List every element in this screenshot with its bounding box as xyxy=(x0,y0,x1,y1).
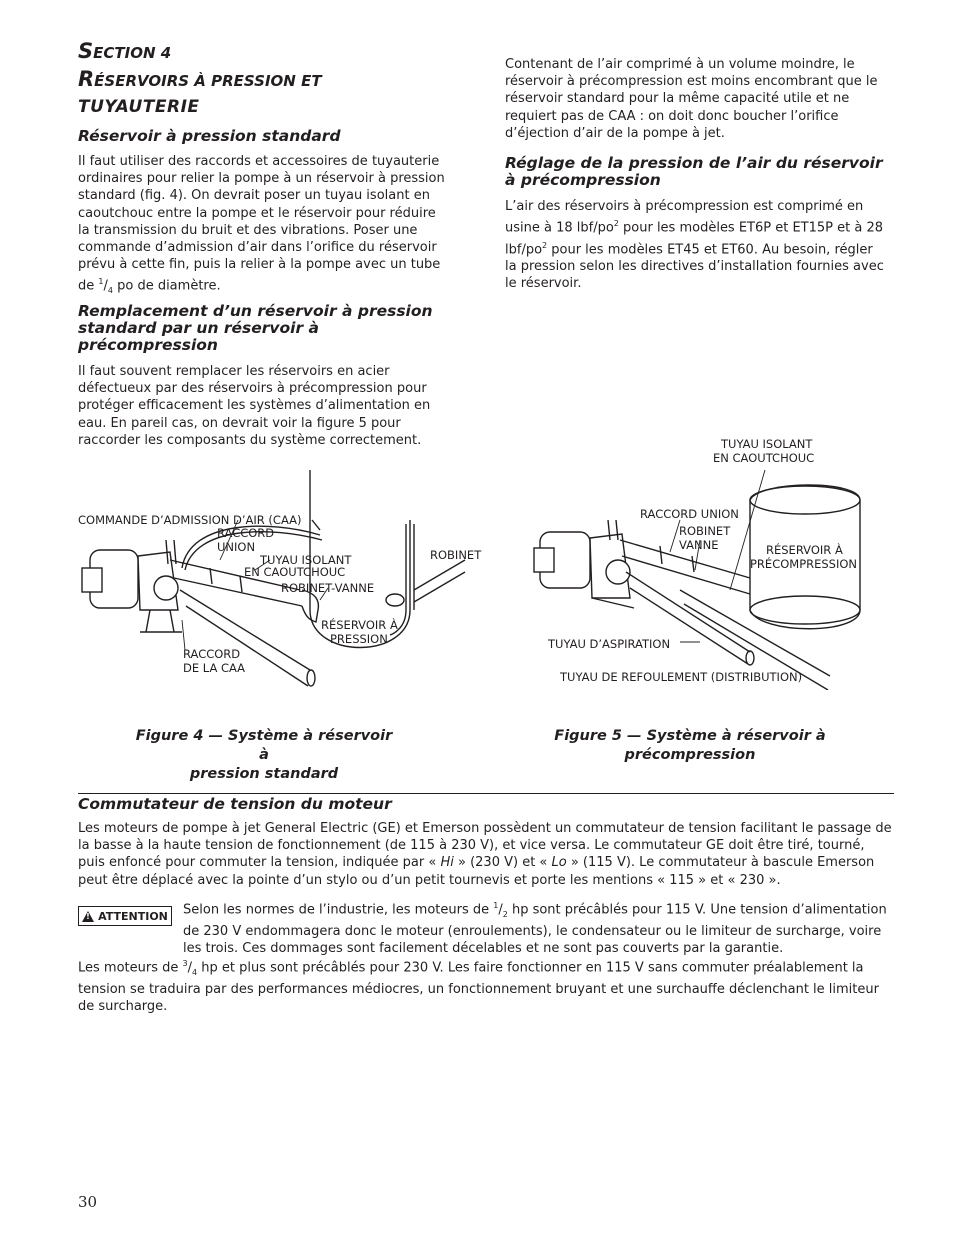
warning-exclamation: ! xyxy=(86,911,90,921)
paragraph-standard-tank-end: po de diamètre. xyxy=(112,278,221,294)
section-title-rest: ECTION 4 xyxy=(93,44,172,62)
label-tuyau-isolant-line1: TUYAU ISOLANT xyxy=(260,553,352,567)
paragraph-attention: Selon les normes de l’industrie, les moteurs de $^1/_2$ hp sont précâblés pour 115 V. Une tension d’alimentation de 230 V endommagera donc le moteur (enroulements), le condensateur ou le limiteur de surcharge, voire les trois. Ces dommages sont facilement décelables et ne sont pas couverts par la garantie. xyxy=(183,901,887,957)
attention-text-b: hp sont précâblés pour 115 V. Une tension d’alimentation de 230 V endommagera donc le moteur (enroulements), le condensateur ou le limiteur de surcharge, voire les trois. Ces dommages sont facilement décelables et ne sont pas couverts par la garantie. xyxy=(183,902,887,957)
label-reservoir-line2: PRESSION xyxy=(330,632,388,646)
heading-replacement: Remplacement d’un réservoir à pression standard par un réservoir à précompression xyxy=(78,302,433,354)
fig5-label-refoulement: TUYAU DE REFOULEMENT (DISTRIBUTION) xyxy=(560,670,803,684)
hi-label: Hi xyxy=(440,855,454,871)
paragraph-voltage-switch xyxy=(78,820,894,889)
label-raccord-caa-line1: RACCORD xyxy=(183,647,241,661)
label-reservoir-line1: RÉSERVOIR À xyxy=(321,618,398,632)
left-column-2 xyxy=(78,303,450,449)
fraction-numerator: 1 xyxy=(98,277,104,287)
superscript: 2 xyxy=(542,240,548,250)
motor-wiring-note xyxy=(78,955,894,1016)
lo-label: Lo xyxy=(551,855,567,871)
figure-5-caption: Figure 5 — Système à réservoir à précompression xyxy=(554,728,826,763)
voltage-switch-section xyxy=(78,796,894,889)
heading-standard-tank: Réservoir à pression standard xyxy=(78,127,341,145)
fig5-label-reservoir-line2: PRÉCOMPRESSION xyxy=(750,557,858,571)
label-raccord-caa-line2: DE LA CAA xyxy=(183,661,246,675)
warning-triangle-icon xyxy=(82,911,94,922)
fraction-numerator: 3 xyxy=(182,959,188,968)
fig5-label-tuyau-line1: TUYAU ISOLANT xyxy=(721,437,813,451)
right-column xyxy=(505,56,885,142)
wiring-text-a: Les moteurs de xyxy=(78,960,183,976)
fraction-numerator: 1 xyxy=(493,901,499,910)
paragraph-precompression-intro: Contenant de l’air comprimé à un volume moindre, le réservoir à précompression est moins encombrant que le réservoir standard pour la même capacité utile et ne requiert pas de CAA : on doit donc boucher l’orifice d’éjection d’air de la pompe à jet. xyxy=(505,57,878,141)
label-raccord-union-line1: RACCORD xyxy=(217,526,275,540)
voltage-text-b: » (230 V) et « xyxy=(453,855,552,871)
wiring-text-b: hp et plus sont précâblés pour 230 V. Les faire fonctionner en 115 V sans commuter préalablement la tension se traduira par des performances médiocres, un fonctionnement bruyant et une surchauffe déclenchant le limiteur de surcharge. xyxy=(78,960,879,1015)
fig5-label-reservoir-line1: RÉSERVOIR À xyxy=(766,543,843,557)
attention-label: ATTENTION xyxy=(98,909,168,923)
paragraph-standard-tank: Il faut utiliser des raccords et accessoires de tuyauterie ordinaires pour relier la pompe à un réservoir à pression standard (fig. 4). On devrait poser un tuyau isolant en caoutchouc entre la pompe et le réservoir pour réduire la transmission du bruit et des vibrations. Poser une commande d’admission d’air dans l’orifice du réservoir prévu à cette fin, puis la relier à la pompe avec un tube de $^1/_4$ po de diamètre. xyxy=(78,154,445,296)
figure-4-caption-line2: pression standard xyxy=(189,766,339,782)
right-column-2 xyxy=(505,155,885,293)
section-subtitle-cap: R xyxy=(78,67,95,91)
air-pressure-text-a: L’air des réservoirs à précompression est comprimé en usine à 18 lbf/po xyxy=(505,199,864,236)
figure-5-illustration xyxy=(530,460,870,690)
fig5-label-robinet-line2: VANNE xyxy=(679,538,719,552)
left-column xyxy=(78,128,450,300)
section-divider xyxy=(78,793,894,794)
air-pressure-text-c: pour les modèles ET45 et ET60. Au besoin, régler la pression selon les directives d’installation fournies avec le réservoir. xyxy=(505,242,884,292)
paragraph-air-pressure xyxy=(505,198,885,293)
fig5-label-robinet-line1: ROBINET xyxy=(679,524,731,538)
attention-text-a: Selon les normes de l’industrie, les moteurs de xyxy=(183,902,494,918)
label-caa: COMMANDE D’ADMISSION D’AIR (CAA) xyxy=(78,513,302,527)
fraction-denominator: 4 xyxy=(107,286,113,296)
fraction-denominator: 2 xyxy=(502,909,508,919)
superscript: 2 xyxy=(613,219,619,229)
figure-4-caption xyxy=(130,727,398,784)
figure-4-illustration xyxy=(70,460,470,700)
paragraph-motor-wiring: Les moteurs de $^3/_4$ hp et plus sont précâblés pour 230 V. Les faire fonctionner en 115 V sans commuter préalablement la tension se traduira par des performances médiocres, un fonctionnement bruyant et une surchauffe déclenchant le limiteur de surcharge. xyxy=(78,959,879,1015)
label-robinet: ROBINET xyxy=(430,548,482,562)
label-robinet-vanne: ROBINET-VANNE xyxy=(281,581,375,595)
heading-air-pressure: Réglage de la pression de l’air du réservoir à précompression xyxy=(505,154,883,189)
paragraph-replacement: Il faut souvent remplacer les réservoirs en acier défectueux par des réservoirs à précompression pour protéger efficacement les systèmes d’alimentation en eau. En pareil cas, on devrait voir la figure 5 pour raccorder les composants du système correctement. xyxy=(78,364,431,448)
label-tuyau-isolant-line2: EN CAOUTCHOUC xyxy=(244,565,346,579)
section-title xyxy=(78,38,478,120)
section-subtitle-line3: TUYAUTERIE xyxy=(78,97,200,117)
fig5-label-tuyau-line2: EN CAOUTCHOUC xyxy=(713,451,815,465)
attention-badge xyxy=(78,906,172,926)
page-number: 30 xyxy=(78,1193,98,1211)
pump-motor xyxy=(82,550,182,632)
fig5-label-aspiration: TUYAU D’ASPIRATION xyxy=(548,637,671,651)
section-title-cap: S xyxy=(78,39,94,63)
air-pressure-text-b: pour les modèles ET6P et ET15P et à 28 lbf/po xyxy=(505,220,884,258)
section-subtitle-rest: ÉSERVOIRS À PRESSION ET xyxy=(94,72,322,90)
paragraph-standard-tank-text: Il faut utiliser des raccords et accessoires de tuyauterie ordinaires pour relier la pompe à un réservoir à pression standard (fig. 4). On devrait poser un tuyau isolant en caoutchouc entre la pompe et le réservoir pour réduire la transmission du bruit et des vibrations. Poser une commande d’admission d’air dans l’orifice du réservoir prévu à cette fin, puis la relier à la pompe avec un tube de xyxy=(78,154,445,294)
pump-motor xyxy=(534,520,634,608)
voltage-text-c: » (115 V). Le commutateur à bascule Emerson peut être déplacé avec la pointe d’un stylo ou d’un petit tournevis et porte les mentions « 115 » et « 230 ». xyxy=(78,855,875,888)
label-raccord-union-line2: UNION xyxy=(217,540,256,554)
fig5-label-raccord-union: RACCORD UNION xyxy=(640,507,739,521)
fraction-denominator: 4 xyxy=(192,967,198,977)
heading-voltage-switch: Commutateur de tension du moteur xyxy=(78,795,392,813)
figure-4-caption-line1: Figure 4 — Système à réservoir à xyxy=(135,728,393,763)
voltage-text-a: Les moteurs de pompe à jet General Electric (GE) et Emerson possèdent un commutateur de tension facilitant le passage de la basse à la haute tension de fonctionnement (de 115 à 230 V), et vice versa. Le commutateur GE doit être tiré, tourné, puis enfoncé pour commuter la tension, indiquée par « xyxy=(78,821,892,871)
attention-text xyxy=(183,897,888,958)
